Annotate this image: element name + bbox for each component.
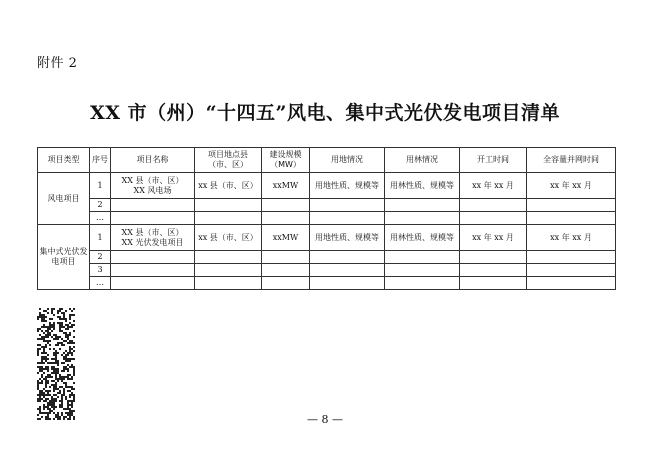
empty-cell	[460, 199, 527, 212]
header-land-use: 用地情况	[310, 148, 385, 173]
empty-cell	[310, 277, 385, 290]
document-title: XX 市（州）“十四五”风电、集中式光伏发电项目清单	[90, 102, 560, 124]
header-project-name: 项目名称	[111, 148, 195, 173]
empty-cell	[111, 251, 195, 264]
location-cell: xx 县（市、区）	[195, 225, 262, 251]
project-type-cell: 风电项目	[38, 173, 90, 225]
empty-cell	[385, 212, 460, 225]
empty-cell	[385, 264, 460, 277]
table-row	[38, 173, 616, 199]
empty-cell	[527, 251, 616, 264]
empty-cell	[195, 251, 262, 264]
forest-cell: 用林性质、规模等	[385, 173, 460, 199]
empty-cell	[111, 212, 195, 225]
seq-cell: 3	[90, 264, 111, 277]
land-cell: 用地性质、规模等	[310, 225, 385, 251]
header-location	[195, 148, 262, 173]
header-seq: 序号	[90, 148, 111, 173]
table-row	[38, 264, 616, 277]
header-location-line1: 项目地点县	[208, 150, 248, 159]
start-cell: xx 年 xx 月	[460, 225, 527, 251]
empty-cell	[385, 251, 460, 264]
barcode-image	[37, 308, 75, 420]
table-row	[38, 251, 616, 264]
table-row	[38, 212, 616, 225]
project-list-table	[37, 147, 616, 290]
empty-cell	[262, 212, 310, 225]
project-name-line2: XX 风电场	[133, 185, 172, 195]
project-name-line1: XX 县（市、区）	[121, 227, 184, 237]
empty-cell	[527, 277, 616, 290]
attachment-label: 附件 2	[37, 56, 78, 71]
empty-cell	[111, 264, 195, 277]
land-cell: 用地性质、规模等	[310, 173, 385, 199]
empty-cell	[527, 199, 616, 212]
empty-cell	[111, 199, 195, 212]
empty-cell	[195, 212, 262, 225]
grid-cell: xx 年 xx 月	[527, 225, 616, 251]
table-row	[38, 277, 616, 290]
empty-cell	[385, 199, 460, 212]
empty-cell	[527, 212, 616, 225]
empty-cell	[460, 212, 527, 225]
empty-cell	[262, 277, 310, 290]
project-name-line2: XX 光伏发电项目	[121, 237, 184, 247]
seq-cell: 1	[90, 173, 111, 199]
empty-cell	[460, 251, 527, 264]
table-header-row	[38, 148, 616, 173]
table-row	[38, 199, 616, 212]
empty-cell	[310, 264, 385, 277]
header-forest-use: 用林情况	[385, 148, 460, 173]
empty-cell	[460, 277, 527, 290]
empty-cell	[310, 212, 385, 225]
location-cell: xx 县（市、区）	[195, 173, 262, 199]
header-start-time: 开工时间	[460, 148, 527, 173]
page-number: — 8 —	[307, 413, 343, 426]
empty-cell	[385, 277, 460, 290]
empty-cell	[262, 199, 310, 212]
scale-cell: xxMW	[262, 173, 310, 199]
table-row	[38, 225, 616, 251]
header-location-line2: （市、区）	[208, 160, 248, 169]
header-scale	[262, 148, 310, 173]
seq-cell: 1	[90, 225, 111, 251]
scale-cell: xxMW	[262, 225, 310, 251]
empty-cell	[310, 251, 385, 264]
header-grid-time: 全容量并网时间	[527, 148, 616, 173]
empty-cell	[195, 199, 262, 212]
start-cell: xx 年 xx 月	[460, 173, 527, 199]
empty-cell	[111, 277, 195, 290]
project-name-cell	[111, 173, 195, 199]
grid-cell: xx 年 xx 月	[527, 173, 616, 199]
seq-cell: …	[90, 277, 111, 290]
seq-cell: 2	[90, 251, 111, 264]
header-scale-line2: （MW）	[270, 160, 301, 169]
project-name-cell	[111, 225, 195, 251]
project-type-cell: 集中式光伏发电项目	[38, 225, 90, 290]
empty-cell	[527, 264, 616, 277]
empty-cell	[195, 264, 262, 277]
empty-cell	[262, 251, 310, 264]
forest-cell: 用林性质、规模等	[385, 225, 460, 251]
project-name-line1: XX 县（市、区）	[121, 175, 184, 185]
empty-cell	[460, 264, 527, 277]
header-scale-line1: 建设规模	[269, 150, 302, 159]
seq-cell: …	[90, 212, 111, 225]
empty-cell	[262, 264, 310, 277]
empty-cell	[195, 277, 262, 290]
empty-cell	[310, 199, 385, 212]
header-project-type: 项目类型	[38, 148, 90, 173]
seq-cell: 2	[90, 199, 111, 212]
